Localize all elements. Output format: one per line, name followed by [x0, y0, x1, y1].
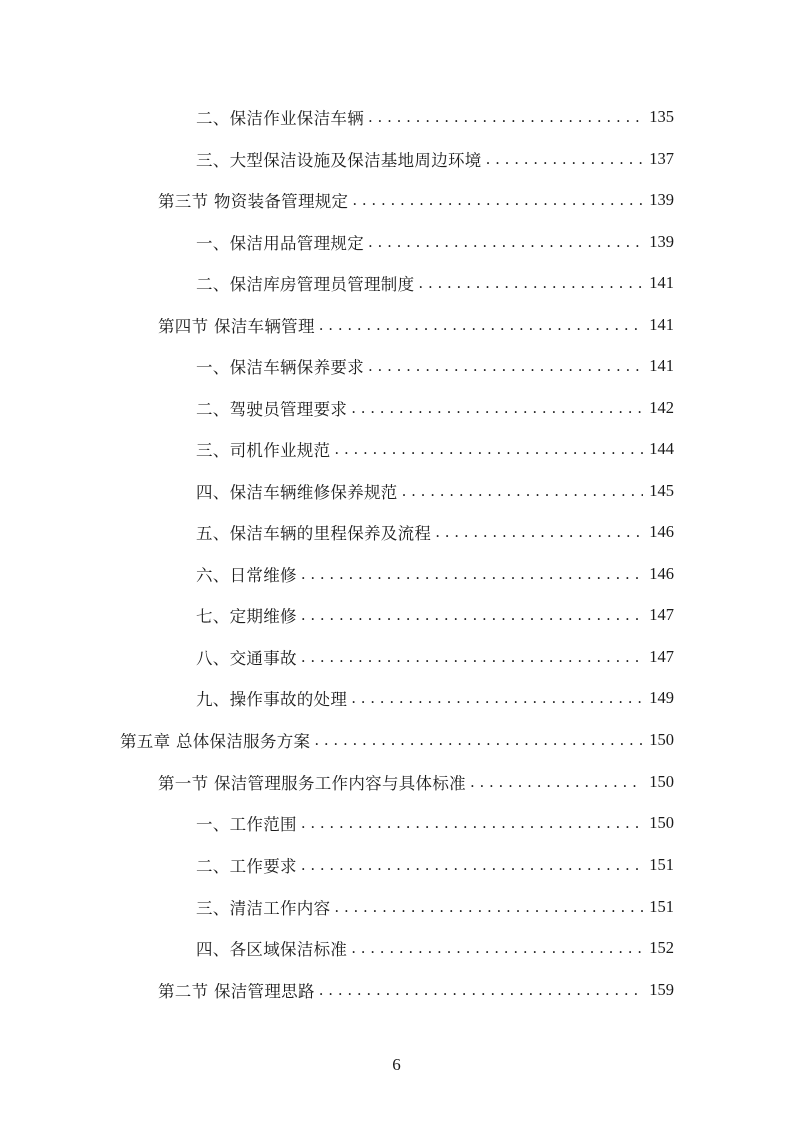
- toc-entry-label: 一、工作范围: [196, 815, 297, 834]
- toc-entry-label: 四、各区域保洁标准: [196, 940, 348, 959]
- toc-entry[interactable]: [196, 518, 674, 546]
- toc-entry-page: 141: [649, 315, 674, 334]
- toc-entry-label: 七、定期维修: [196, 607, 297, 626]
- toc-entry-label: 第四节 保洁车辆管理: [158, 317, 315, 336]
- dot-leader: [418, 269, 643, 297]
- toc-entry-label: 第三节 物资装备管理规定: [158, 192, 349, 211]
- toc-entry[interactable]: [196, 851, 674, 879]
- toc-entry-page: 149: [649, 688, 674, 707]
- toc-entry-label: 三、清洁工作内容: [196, 899, 331, 918]
- dot-leader: [402, 477, 644, 505]
- toc-entry[interactable]: [196, 394, 674, 422]
- dot-leader: [314, 726, 643, 754]
- dot-leader: [368, 103, 643, 131]
- toc-entry-label: 四、保洁车辆维修保养规范: [196, 483, 398, 502]
- toc-entry[interactable]: [158, 186, 674, 214]
- dot-leader: [334, 435, 643, 463]
- dot-leader: [319, 311, 644, 339]
- dot-leader: [319, 976, 644, 1004]
- dot-leader: [486, 145, 644, 173]
- toc-entry-page: 139: [649, 232, 674, 251]
- toc-entry[interactable]: [196, 352, 674, 380]
- dot-leader: [301, 560, 643, 588]
- toc-entry[interactable]: [196, 477, 674, 505]
- toc-entry[interactable]: [196, 601, 674, 629]
- toc-entry[interactable]: [196, 103, 674, 131]
- dot-leader: [470, 768, 643, 796]
- toc-entry-page: 150: [649, 813, 674, 832]
- toc-entry-label: 九、操作事故的处理: [196, 690, 348, 709]
- toc-entry-page: 142: [649, 398, 674, 417]
- toc-entry-label: 第五章 总体保洁服务方案: [120, 732, 311, 751]
- toc-entry-label: 一、保洁用品管理规定: [196, 234, 364, 253]
- toc-entry-page: 150: [649, 772, 674, 791]
- toc-entry-page: 159: [649, 980, 674, 999]
- toc-entry-label: 第一节 保洁管理服务工作内容与具体标准: [158, 774, 466, 793]
- toc-entry-label: 一、保洁车辆保养要求: [196, 358, 364, 377]
- toc-entry-page: 141: [649, 273, 674, 292]
- toc-entry[interactable]: [196, 643, 674, 671]
- toc-entry-label: 二、工作要求: [196, 857, 297, 876]
- dot-leader: [352, 186, 643, 214]
- toc-entry[interactable]: [196, 435, 674, 463]
- toc-entry-page: 145: [649, 481, 674, 500]
- toc-entry-page: 147: [649, 605, 674, 624]
- toc-entry-page: 144: [649, 439, 674, 458]
- toc-entry-page: 135: [649, 107, 674, 126]
- dot-leader: [301, 601, 643, 629]
- dot-leader: [368, 352, 643, 380]
- dot-leader: [334, 893, 643, 921]
- toc-entry-label: 六、日常维修: [196, 566, 297, 585]
- toc-entry-label: 二、驾驶员管理要求: [196, 400, 348, 419]
- toc-entry-page: 150: [649, 730, 674, 749]
- toc-entry[interactable]: [196, 145, 674, 173]
- toc-entry-page: 151: [649, 897, 674, 916]
- toc-entry-page: 139: [649, 190, 674, 209]
- dot-leader: [301, 643, 643, 671]
- toc-entry-page: 151: [649, 855, 674, 874]
- toc-entry-label: 八、交通事故: [196, 649, 297, 668]
- toc-entry[interactable]: [196, 269, 674, 297]
- toc-entry[interactable]: [158, 976, 674, 1004]
- toc-entry-page: 146: [649, 564, 674, 583]
- dot-leader: [351, 934, 643, 962]
- toc-entry-page: 152: [649, 938, 674, 957]
- toc-entry-label: 二、保洁作业保洁车辆: [196, 109, 364, 128]
- dot-leader: [301, 809, 643, 837]
- toc-entry-page: 141: [649, 356, 674, 375]
- toc-entry-label: 三、司机作业规范: [196, 441, 331, 460]
- dot-leader: [435, 518, 643, 546]
- toc-entry-label: 三、大型保洁设施及保洁基地周边环境: [196, 151, 482, 170]
- dot-leader: [351, 394, 643, 422]
- toc-entry[interactable]: [158, 768, 674, 796]
- toc-entry[interactable]: [196, 934, 674, 962]
- toc-entry[interactable]: [158, 311, 674, 339]
- page-number: 6: [392, 1055, 401, 1074]
- toc-entry[interactable]: [196, 684, 674, 712]
- dot-leader: [351, 684, 643, 712]
- toc-entry[interactable]: [196, 228, 674, 256]
- toc-entry[interactable]: [196, 809, 674, 837]
- toc-entry[interactable]: [196, 560, 674, 588]
- toc-entry-page: 137: [649, 149, 674, 168]
- toc-entry[interactable]: [196, 893, 674, 921]
- toc-entry-label: 五、保洁车辆的里程保养及流程: [196, 524, 432, 543]
- dot-leader: [368, 228, 643, 256]
- dot-leader: [301, 851, 643, 879]
- toc-entry-label: 二、保洁库房管理员管理制度: [196, 275, 415, 294]
- toc-entry-page: 146: [649, 522, 674, 541]
- toc-entry[interactable]: [120, 726, 674, 754]
- toc-entry-page: 147: [649, 647, 674, 666]
- toc-entry-label: 第二节 保洁管理思路: [158, 982, 315, 1001]
